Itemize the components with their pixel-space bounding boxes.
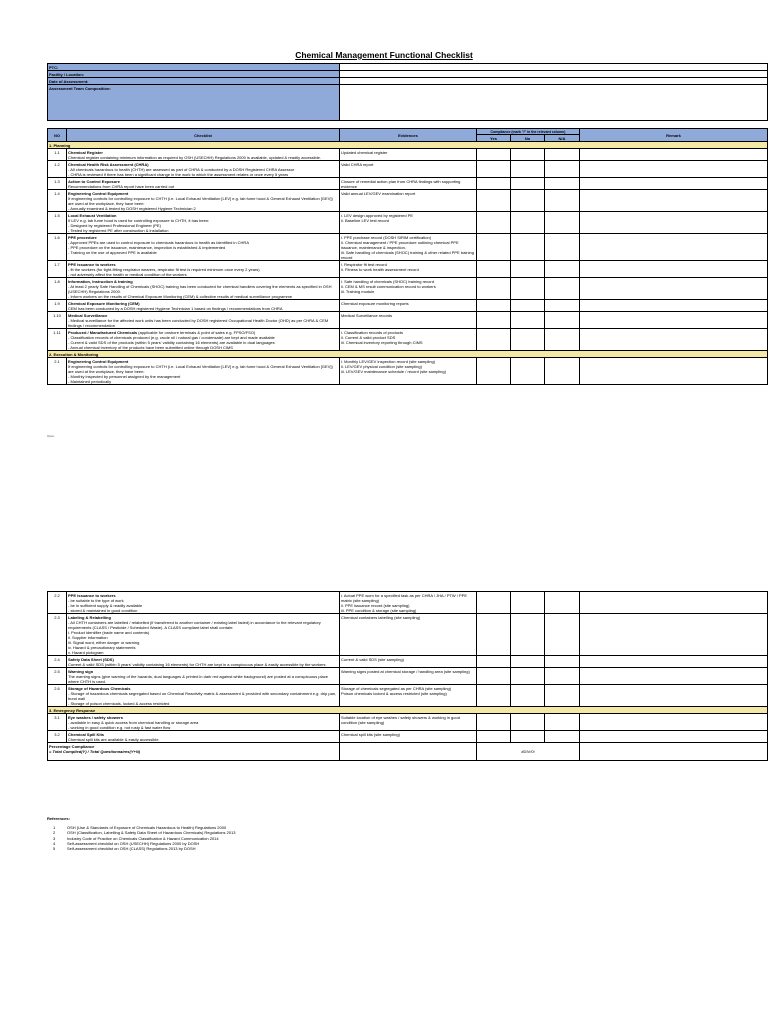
- item-checklist: [67, 178, 340, 190]
- compliance-na-cell[interactable]: [545, 178, 580, 190]
- item-number: 2.3: [48, 614, 67, 656]
- remark-cell[interactable]: [580, 592, 768, 614]
- checklist-row: [48, 329, 768, 351]
- checklist-row: [48, 714, 768, 731]
- remark-cell[interactable]: [580, 358, 768, 385]
- compliance-na-cell[interactable]: [545, 161, 580, 178]
- checklist-row: [48, 592, 768, 614]
- compliance-yes-cell[interactable]: [477, 161, 511, 178]
- section-label: 3. Emergency Response: [48, 707, 768, 714]
- item-body: If LEV e.g. lab fume hood is used for controlling exposure to CHTH, it has been: - Designed by registered Professional Engineer (PE) - Tested by registered PE after construction & installation: [68, 217, 210, 233]
- item-checklist: [67, 278, 340, 300]
- item-evidence: Warning signs posted at chemical storage / handling area (site sampling): [340, 668, 477, 685]
- item-body: Chemical register containing minimum information as required by OSH (USECHH) Regulations 2000 is available, updated & readily accessible.: [68, 154, 322, 160]
- header-checklist: Checklist: [67, 129, 340, 142]
- item-number: 2.2: [48, 592, 67, 614]
- compliance-no-cell[interactable]: [511, 234, 545, 261]
- item-evidence: i. Actual PPE worn for a specified task as per CHRA / JHA / PTW / PPE matrix (site sampling) ii. PPE issuance record (site sampling) iii. PPE condition & storage (site sampling): [340, 592, 477, 614]
- compliance-yes-cell[interactable]: [477, 731, 511, 743]
- item-body: Current & valid SDS (within 5 years' validity containing 16 elements) for CHTH are kept in a conspicuous place & easily accessible by the workers: [68, 661, 326, 667]
- item-number: 2.4: [48, 656, 67, 668]
- section-label: 1. Planning: [48, 142, 768, 149]
- date-value[interactable]: [340, 78, 768, 85]
- item-title: Information, Instruction & training: [68, 278, 133, 284]
- item-checklist: [67, 261, 340, 278]
- item-evidence: Closure of remedial action plan from CHRA findings with supporting evidence: [340, 178, 477, 190]
- item-body: Chemical spill kits are available & easily accessible.: [68, 736, 160, 742]
- reference-text: OSH (Classification, Labelling & Safety Data Sheet of Hazardous Chemicals) Regulations 2013: [67, 830, 236, 836]
- remark-cell[interactable]: [580, 300, 768, 312]
- page-footer-note: Open: [47, 434, 55, 438]
- compliance-no-cell[interactable]: [511, 312, 545, 329]
- remark-cell[interactable]: [580, 685, 768, 707]
- percentage-formula: = Total Complied(Y) / Total Questionnaires(Y+N): [49, 748, 141, 754]
- item-body: - available in easy & quick access from chemical handling or storage area - working in good condition e.g. not rusty & fast water flow: [68, 719, 199, 730]
- remark-cell[interactable]: [580, 329, 768, 351]
- item-number: 1.8: [48, 278, 67, 300]
- reference-text: Self-assessment checklist on OSH (CLASS) Regulations 2013 by DOSH: [67, 845, 196, 851]
- item-evidence: Chemical spill kits (site sampling): [340, 731, 477, 743]
- item-checklist: [67, 234, 340, 261]
- item-title: Action to Control Exposure: [68, 178, 120, 184]
- compliance-no-cell[interactable]: [511, 161, 545, 178]
- item-evidence: i. Classification records of products ii. Current & valid product SDS iii. Chemical inventory reporting through CIMS: [340, 329, 477, 351]
- item-number: 2.6: [48, 685, 67, 707]
- item-title: Local Exhaust Ventilation: [68, 212, 117, 218]
- compliance-na-cell[interactable]: [545, 614, 580, 656]
- item-title: Warning sign: [68, 668, 94, 674]
- remark-cell[interactable]: [580, 731, 768, 743]
- remark-cell[interactable]: [580, 190, 768, 212]
- item-title: PPE issuance to workers: [68, 261, 116, 267]
- item-evidence: Suitable location of eye washes / safety showers & working in good condition (site sampling): [340, 714, 477, 731]
- checklist-row: [48, 234, 768, 261]
- item-evidence: i. Respirator fit test record ii. Fitness to work health assessment record: [340, 261, 477, 278]
- item-body: The warning signs (give warning of the hazards, dual languages & printed in dark red against white background) are posted at a conspicuous place where CHTH is used.: [68, 673, 328, 684]
- compliance-no-cell[interactable]: [511, 190, 545, 212]
- item-checklist: [67, 656, 340, 668]
- checklist-row: [48, 614, 768, 656]
- compliance-no-cell[interactable]: [511, 685, 545, 707]
- remark-cell[interactable]: [580, 714, 768, 731]
- compliance-yes-cell[interactable]: [477, 190, 511, 212]
- reference-number: 4: [53, 840, 56, 846]
- percentage-label: Percentage Compliance: [49, 743, 95, 749]
- compliance-yes-cell[interactable]: [477, 234, 511, 261]
- compliance-yes-cell[interactable]: [477, 685, 511, 707]
- compliance-no-cell[interactable]: [511, 149, 545, 161]
- compliance-yes-cell[interactable]: [477, 329, 511, 351]
- compliance-na-cell[interactable]: [545, 592, 580, 614]
- remark-cell[interactable]: [580, 668, 768, 685]
- compliance-yes-cell[interactable]: [477, 278, 511, 300]
- item-title: Chemical Exposure Monitoring (CEM): [68, 300, 140, 306]
- checklist-row: [48, 178, 768, 190]
- compliance-yes-cell[interactable]: [477, 149, 511, 161]
- item-number: 2.1: [48, 358, 67, 385]
- item-title: Chemical Spill Kits: [68, 731, 105, 737]
- reference-text: OSH (Use & Standards of Exposure of Chemicals Hazardous to Health) Regulations 2000: [67, 825, 227, 831]
- compliance-na-cell[interactable]: [545, 312, 580, 329]
- item-evidence: Medical Surveillance records: [340, 312, 477, 329]
- checklist-row: [48, 212, 768, 234]
- item-title: Safety Data Sheet (SDS): [68, 656, 114, 662]
- item-title: Produced / Manufactured Chemicals: [68, 329, 138, 335]
- item-body: - Medical surveillance for the affected work units has been conducted by DOSH registered Occupational Health Doctor (OHD) as per CHRA & CEM findings / recommendation: [68, 317, 329, 328]
- item-checklist: [67, 358, 340, 385]
- item-body: Recommendations from CHRA report have been carried out: [68, 183, 175, 189]
- item-checklist: [67, 212, 340, 234]
- item-evidence: i. LEV design approved by registered PE ii. Baseline LEV test record: [340, 212, 477, 234]
- header-na: N/A: [545, 135, 580, 142]
- item-applicability: (applicable for onshore terminals & point of sales e.g. FPSO/FSO): [138, 329, 256, 335]
- compliance-na-cell[interactable]: [545, 278, 580, 300]
- compliance-no-cell[interactable]: [511, 329, 545, 351]
- compliance-yes-cell[interactable]: [477, 656, 511, 668]
- compliance-yes-cell[interactable]: [477, 668, 511, 685]
- item-number: 1.3: [48, 178, 67, 190]
- percentage-value: #DIV/0!: [477, 743, 580, 761]
- item-checklist: [67, 592, 340, 614]
- compliance-yes-cell[interactable]: [477, 358, 511, 385]
- remark-cell[interactable]: [580, 614, 768, 656]
- item-body: - At least 2 yearly Safe Handling of Chemicals (SHOC) training has been conducted for chemical handlers covering the elements as specified in OSH (USECHH) Regulations 2000. - Inform workers on the results of Chemical Exposure Monitoring (CEM) & collective results of medical surveillance programme: [68, 283, 332, 299]
- item-checklist: [67, 668, 340, 685]
- team-value[interactable]: [340, 85, 768, 121]
- header-yes: Yes: [477, 135, 511, 142]
- compliance-na-cell[interactable]: [545, 300, 580, 312]
- checklist-row: [48, 656, 768, 668]
- compliance-na-cell[interactable]: [545, 668, 580, 685]
- item-body: - Approved PPEs are used to control exposure to chemicals hazardous to health as identified in CHRA - PPE procedure on the issuance, maintenance, inspection is established & implemented - Training on the use of approved PPE is available: [68, 239, 249, 255]
- item-checklist: [67, 300, 340, 312]
- compliance-yes-cell[interactable]: [477, 261, 511, 278]
- checklist-row: [48, 300, 768, 312]
- date-label: Date of Assessment:: [48, 78, 340, 85]
- header-remark: Remark: [580, 129, 768, 142]
- item-number: 1.6: [48, 234, 67, 261]
- item-checklist: [67, 312, 340, 329]
- item-title: Labeling & Relabelling: [68, 614, 111, 620]
- item-number: 3.2: [48, 731, 67, 743]
- item-body: CEM has been conducted by a DOSH registered Hygiene Technician 1 based on findings / recommendations from CHRA: [68, 305, 283, 311]
- compliance-yes-cell[interactable]: [477, 212, 511, 234]
- checklist-row: [48, 278, 768, 300]
- item-number: 1.1: [48, 149, 67, 161]
- item-title: Medical Surveillance: [68, 312, 108, 318]
- item-checklist: [67, 190, 340, 212]
- compliance-na-cell[interactable]: [545, 731, 580, 743]
- item-checklist: [67, 161, 340, 178]
- compliance-no-cell[interactable]: [511, 212, 545, 234]
- reference-number: 1: [53, 825, 56, 831]
- section-row: [48, 707, 768, 714]
- compliance-na-cell[interactable]: [545, 358, 580, 385]
- header-compliance: Compliance (mark "/" in the relevant column): [477, 129, 580, 135]
- checklist-table-page-1: [47, 128, 768, 385]
- reference-number: 3: [53, 835, 56, 841]
- item-title: PPE issuance to workers: [68, 592, 116, 598]
- compliance-yes-cell[interactable]: [477, 300, 511, 312]
- compliance-no-cell[interactable]: [511, 261, 545, 278]
- compliance-yes-cell[interactable]: [477, 178, 511, 190]
- remark-cell[interactable]: [580, 212, 768, 234]
- item-evidence: Valid annual LEV/GEV examination report: [340, 190, 477, 212]
- item-evidence: Chemical exposure monitoring reports: [340, 300, 477, 312]
- remark-cell[interactable]: [580, 149, 768, 161]
- item-number: 1.4: [48, 190, 67, 212]
- reference-text: Industry Code of Practice on Chemicals Classification & Hazard Communication 2014: [67, 835, 219, 841]
- item-number: 1.10: [48, 312, 67, 329]
- remark-cell[interactable]: [580, 234, 768, 261]
- compliance-na-cell[interactable]: [545, 234, 580, 261]
- item-number: 1.9: [48, 300, 67, 312]
- checklist-row: [48, 190, 768, 212]
- checklist-row: [48, 161, 768, 178]
- compliance-yes-cell[interactable]: [477, 614, 511, 656]
- compliance-no-cell[interactable]: [511, 178, 545, 190]
- checklist-table-page-2: [47, 591, 768, 761]
- item-evidence: Chemical containers labelling (site sampling): [340, 614, 477, 656]
- item-checklist: [67, 685, 340, 707]
- compliance-na-cell[interactable]: [545, 714, 580, 731]
- remark-cell[interactable]: [580, 261, 768, 278]
- reference-number: 5: [53, 845, 56, 851]
- compliance-no-cell[interactable]: [511, 300, 545, 312]
- compliance-no-cell[interactable]: [511, 592, 545, 614]
- item-title: Eye washes / safety showers: [68, 714, 123, 720]
- item-checklist: [67, 714, 340, 731]
- item-body: - Storage of hazardous chemicals segregated based on Chemical Reactivity matrix & assessment & provided with secondary containment e.g. drip pan, bund wall - Storage of poison chemicals, locked & access restricted: [68, 690, 337, 706]
- header-evidences: Evidences: [340, 129, 477, 142]
- item-body: - fit the workers (for tight-fitting respirator wearers, respirator fit test is required minimum once every 2 years) - not adversely affect the health or medical condition of the workers: [68, 266, 260, 277]
- facility-value[interactable]: [340, 71, 768, 78]
- item-body: - All CHTH containers are labelled / relabelled (if transferred to another container / existing label faded) in accordance to the relevant regulatory requirements (CLASS / Pesticide / Scheduled Waste). A CLASS compliant label shall contain: i. Product identifier (trade name and contents) ii. Supplier information iii. Signal word, either danger or warning iv. Hazard & precautionary statements v. Hazard pictogram: [68, 619, 321, 655]
- item-number: 2.5: [48, 668, 67, 685]
- item-title: Engineering Control Equipment: [68, 358, 129, 364]
- compliance-na-cell[interactable]: [545, 190, 580, 212]
- item-number: 3.1: [48, 714, 67, 731]
- item-checklist: [67, 614, 340, 656]
- checklist-row: [48, 149, 768, 161]
- references-title: References:: [47, 816, 70, 821]
- item-number: 1.2: [48, 161, 67, 178]
- item-checklist: [67, 731, 340, 743]
- compliance-na-cell[interactable]: [545, 149, 580, 161]
- checklist-row: [48, 312, 768, 329]
- item-number: 1.11: [48, 329, 67, 351]
- checklist-row: [48, 685, 768, 707]
- item-evidence: i. PPE purchase record (DOSH SIRIM certification) ii. Chemical management / PPE procedure outlining chemical PPE issuance, maintenance & inspection. iii. Safe handling of chemicals (SHOC) training & other related PPE training record: [340, 234, 477, 261]
- facility-label: Facility / Location:: [48, 71, 340, 78]
- item-evidence: i. Monthly LEV/GEV inspection record (site sampling) ii. LEV/GEV physical condition (site sampling) iii. LEV/GEV maintenance schedule / record (site sampling): [340, 358, 477, 385]
- item-body: - Classification records of chemicals produced (e.g. crude oil / natural gas / condensate) are kept and made available - Current & valid SDS of the products (within 5 years' validity containing 16 elements) are available in dual languages - Annual chemical inventory of the products have been submitted online through DOSH CIMS: [68, 334, 275, 350]
- remark-cell[interactable]: [580, 278, 768, 300]
- compliance-no-cell[interactable]: [511, 614, 545, 656]
- reference-number: 2: [53, 830, 56, 836]
- reference-item: [47, 846, 236, 851]
- checklist-row: [48, 261, 768, 278]
- item-body: If engineering controls for controlling exposure to CHTH (i.e. Local Exhaust Ventilation [LEV] e.g. lab fume hood & General Exhaust Ventilation [GEV]) are used at the workplace, they have been: - Annually examined & tested by DOSH registered Hygiene Technician 2: [68, 195, 333, 211]
- checklist-row: [48, 731, 768, 743]
- compliance-no-cell[interactable]: [511, 731, 545, 743]
- remark-cell[interactable]: [580, 161, 768, 178]
- section-label: 2. Execution & Monitoring: [48, 351, 768, 358]
- remark-cell[interactable]: [580, 312, 768, 329]
- item-title: Engineering Control Equipment: [68, 190, 129, 196]
- item-title: PPE procedure: [68, 234, 97, 240]
- checklist-row: [48, 668, 768, 685]
- section-row: [48, 142, 768, 149]
- references: [47, 816, 236, 851]
- item-evidence: Current & valid SDS (site sampling): [340, 656, 477, 668]
- remark-cell[interactable]: [580, 178, 768, 190]
- item-checklist: [67, 149, 340, 161]
- item-title: Chemical Health Risk Assessment (CHRA): [68, 161, 149, 167]
- compliance-na-cell[interactable]: [545, 656, 580, 668]
- header-no-col: No: [511, 135, 545, 142]
- item-number: 1.7: [48, 261, 67, 278]
- compliance-yes-cell[interactable]: [477, 592, 511, 614]
- item-number: 1.5: [48, 212, 67, 234]
- item-body: - be suitable to the type of work - be in sufficient supply & readily available - stored & maintained in good condition: [68, 597, 143, 613]
- percentage-row: [48, 743, 768, 761]
- checklist-row: [48, 358, 768, 385]
- item-title: Storage of Hazardous Chemicals: [68, 685, 131, 691]
- compliance-na-cell[interactable]: [545, 212, 580, 234]
- assessment-info-table: [47, 63, 768, 121]
- ptc-value[interactable]: [340, 64, 768, 71]
- item-evidence: Storage of chemicals segregated as per CHRA (site sampling) Poison chemicals locked & access restricted (site sampling): [340, 685, 477, 707]
- compliance-no-cell[interactable]: [511, 358, 545, 385]
- reference-text: Self-assessment checklist on OSH (USECHH) Regulations 2000 by DOSH: [67, 840, 200, 846]
- compliance-no-cell[interactable]: [511, 278, 545, 300]
- ptc-label: PTC:: [48, 64, 340, 71]
- section-row: [48, 351, 768, 358]
- item-evidence: Updated chemical register: [340, 149, 477, 161]
- compliance-na-cell[interactable]: [545, 261, 580, 278]
- item-evidence: i. Safe handling of chemicals (SHOC) training record ii. CEM & MS result communication record to workers iii. Training module: [340, 278, 477, 300]
- remark-cell[interactable]: [580, 656, 768, 668]
- item-body: - All chemicals hazardous to health (CHTH) are assessed as part of CHRA & conducted by a DOSH Registered CHRA Assessor - CHRA is reviewed if there has been a significant change in the work to which the assessment relates or once every 5 years: [68, 166, 295, 177]
- compliance-yes-cell[interactable]: [477, 312, 511, 329]
- team-label: Assessment Team Composition:: [48, 85, 340, 121]
- compliance-yes-cell[interactable]: [477, 714, 511, 731]
- item-title: Chemical Register: [68, 149, 103, 155]
- item-evidence: Valid CHRA report: [340, 161, 477, 178]
- compliance-na-cell[interactable]: [545, 685, 580, 707]
- item-checklist: [67, 329, 340, 351]
- compliance-na-cell[interactable]: [545, 329, 580, 351]
- header-no: NO: [48, 129, 67, 142]
- item-body: If engineering controls for controlling exposure to CHTH (i.e. Local Exhaust Ventilation [LEV] e.g. lab fume hood & General Exhaust Ventilation [GEV]) are used at the workplace, they have been: - Monthly inspected by personnel assigned by the management - Maintained periodically: [68, 363, 333, 384]
- compliance-no-cell[interactable]: [511, 668, 545, 685]
- page-title: Chemical Management Functional Checklist: [295, 50, 473, 60]
- compliance-no-cell[interactable]: [511, 714, 545, 731]
- compliance-no-cell[interactable]: [511, 656, 545, 668]
